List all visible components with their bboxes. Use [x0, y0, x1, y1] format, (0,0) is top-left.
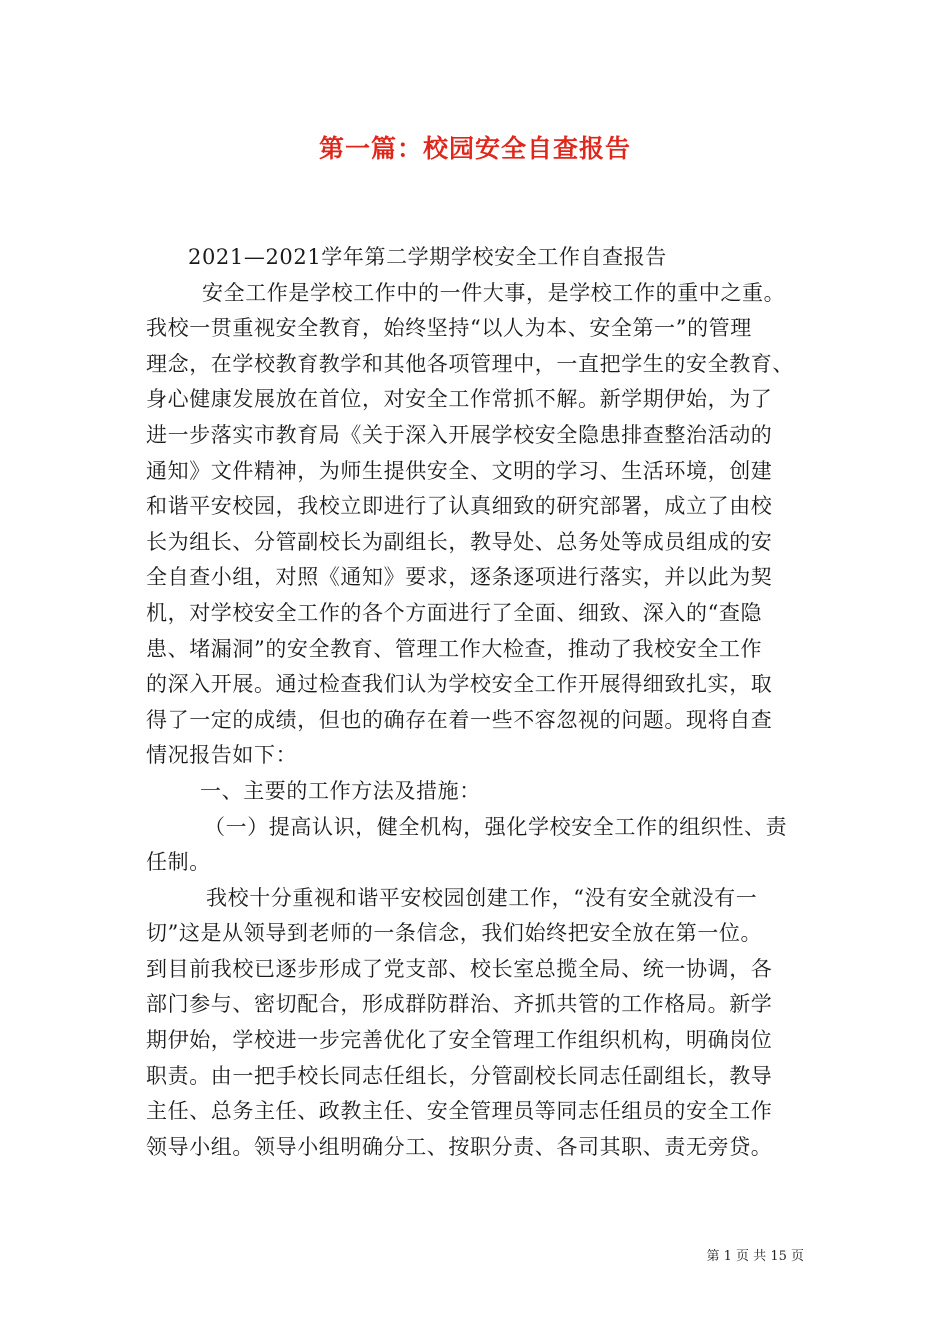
paragraph-line: 领导小组。领导小组明确分工、按职分责、各司其职、责无旁贷。: [146, 1134, 773, 1159]
paragraph-line: 部门参与、密切配合，形成群防群治、齐抓共管的工作格局。新学: [146, 992, 773, 1017]
paragraph-line: 任制。: [146, 850, 211, 875]
paragraph-line: 主任、总务主任、政教主任、安全管理员等同志任组员的安全工作: [146, 1099, 773, 1124]
paragraph-line: 通知》文件精神，为师生提供安全、文明的学习、生活环境，创建: [146, 458, 773, 483]
report-subtitle-line: 2021—2021学年第二学期学校安全工作自查报告: [188, 245, 667, 269]
paragraph-line: 切”这是从领导到老师的一条信念，我们始终把安全放在第一位。: [146, 921, 763, 946]
paragraph-line: 身心健康发展放在首位，对安全工作常抓不解。新学期伊始，为了: [146, 387, 773, 412]
paragraph-line: 患、堵漏洞”的安全教育、管理工作大检查，推动了我校安全工作: [146, 636, 763, 661]
paragraph-line: 长为组长、分管副校长为副组长，教导处、总务处等成员组成的安: [146, 529, 773, 554]
paragraph-line: 和谐平安校园，我校立即进行了认真细致的研究部署，成立了由校: [146, 494, 773, 519]
document-title: 第一篇：校园安全自查报告: [318, 134, 631, 163]
paragraph-line: 机，对学校安全工作的各个方面进行了全面、细致、深入的“查隐: [146, 600, 763, 625]
page-number-footer: 第 1 页 共 15 页: [706, 1249, 804, 1264]
paragraph-line: 我校一贯重视安全教育，始终坚持“以人为本、安全第一”的管理: [146, 316, 752, 341]
paragraph-line: 得了一定的成绩，但也的确存在着一些不容忽视的问题。现将自查: [146, 707, 773, 732]
paragraph-line: 安全工作是学校工作中的一件大事，是学校工作的重中之重。: [202, 280, 786, 305]
section-heading: 一、主要的工作方法及措施：: [200, 778, 481, 803]
document-body: [146, 240, 822, 1165]
paragraph-line: 到目前我校已逐步形成了党支部、校长室总揽全局、统一协调，各: [146, 956, 773, 981]
paragraph-line: 进一步落实市教育局《关于深入开展学校安全隐患排查整治活动的: [146, 422, 773, 447]
paragraph-line: 我校十分重视和谐平安校园创建工作，“没有安全就没有一: [206, 885, 758, 910]
paragraph-line: 期伊始，学校进一步完善优化了安全管理工作组织机构，明确岗位: [146, 1028, 773, 1053]
subsection-heading: （一）提高认识，健全机构，强化学校安全工作的组织性、责: [204, 814, 788, 839]
paragraph-line: 的深入开展。通过检查我们认为学校安全工作开展得细致扎实，取: [146, 672, 773, 697]
paragraph-line: 理念，在学校教育教学和其他各项管理中，一直把学生的安全教育、: [146, 351, 794, 376]
paragraph-line: 情况报告如下：: [146, 743, 298, 768]
paragraph-line: 职责。由一把手校长同志任组长，分管副校长同志任副组长，教导: [146, 1063, 773, 1088]
paragraph-line: 全自查小组，对照《通知》要求，逐条逐项进行落实，并以此为契: [146, 565, 773, 590]
